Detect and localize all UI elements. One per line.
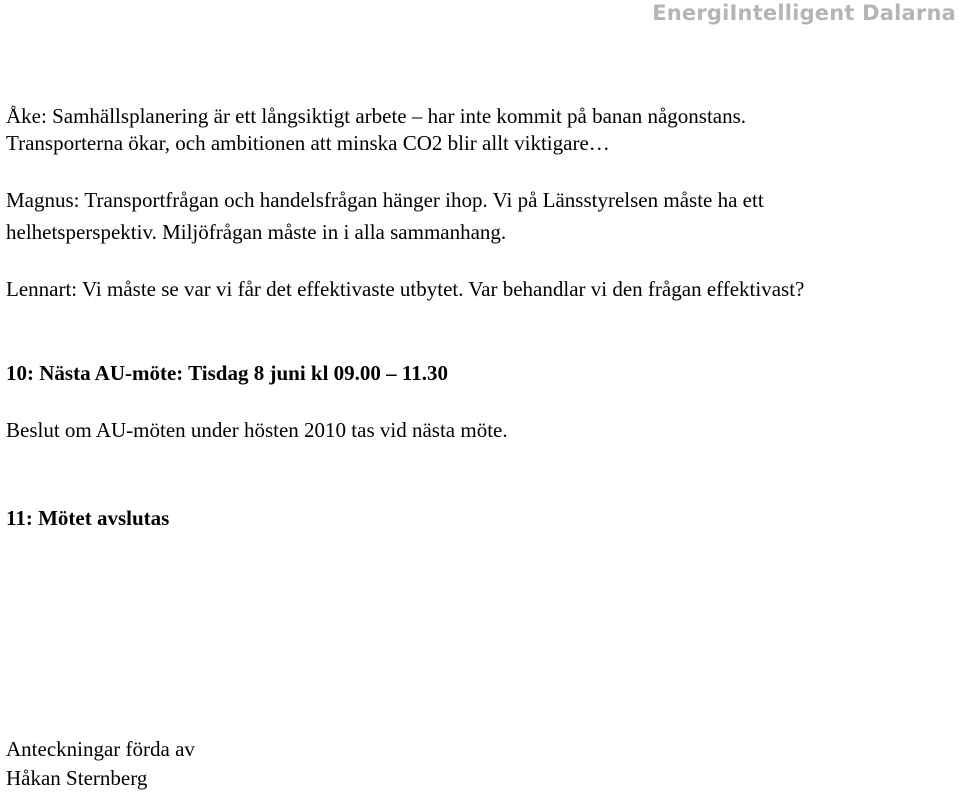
section-10-body: Beslut om AU-möten under hösten 2010 tas vid nästa möte. — [6, 418, 508, 442]
ake-statement-line1: Åke: Samhällsplanering är ett långsiktigt arbete – har inte kommit på banan någonstans. — [6, 104, 747, 128]
section-11-heading: 11: Mötet avslutas — [6, 506, 170, 530]
brand-header: EnergiIntelligent Dalarna — [652, 1, 956, 25]
section-10-heading: 10: Nästa AU-möte: Tisdag 8 juni kl 09.00 – 11.30 — [6, 361, 449, 385]
magnus-statement-line1: Magnus: Transportfrågan och handelsfrågan hänger ihop. Vi på Länsstyrelsen måste ha ett — [6, 188, 764, 212]
lennart-statement: Lennart: Vi måste se var vi får det effektivaste utbytet. Var behandlar vi den frågan effektivast? — [6, 277, 805, 301]
magnus-statement-line2: helhetsperspektiv. Miljöfrågan måste in i alla sammanhang. — [6, 220, 507, 244]
notes-author-name: Håkan Sternberg — [6, 766, 148, 790]
notes-author-label: Anteckningar förda av — [6, 737, 195, 761]
ake-statement-line2: Transporterna ökar, och ambitionen att minska CO2 blir allt viktigare… — [6, 131, 610, 155]
